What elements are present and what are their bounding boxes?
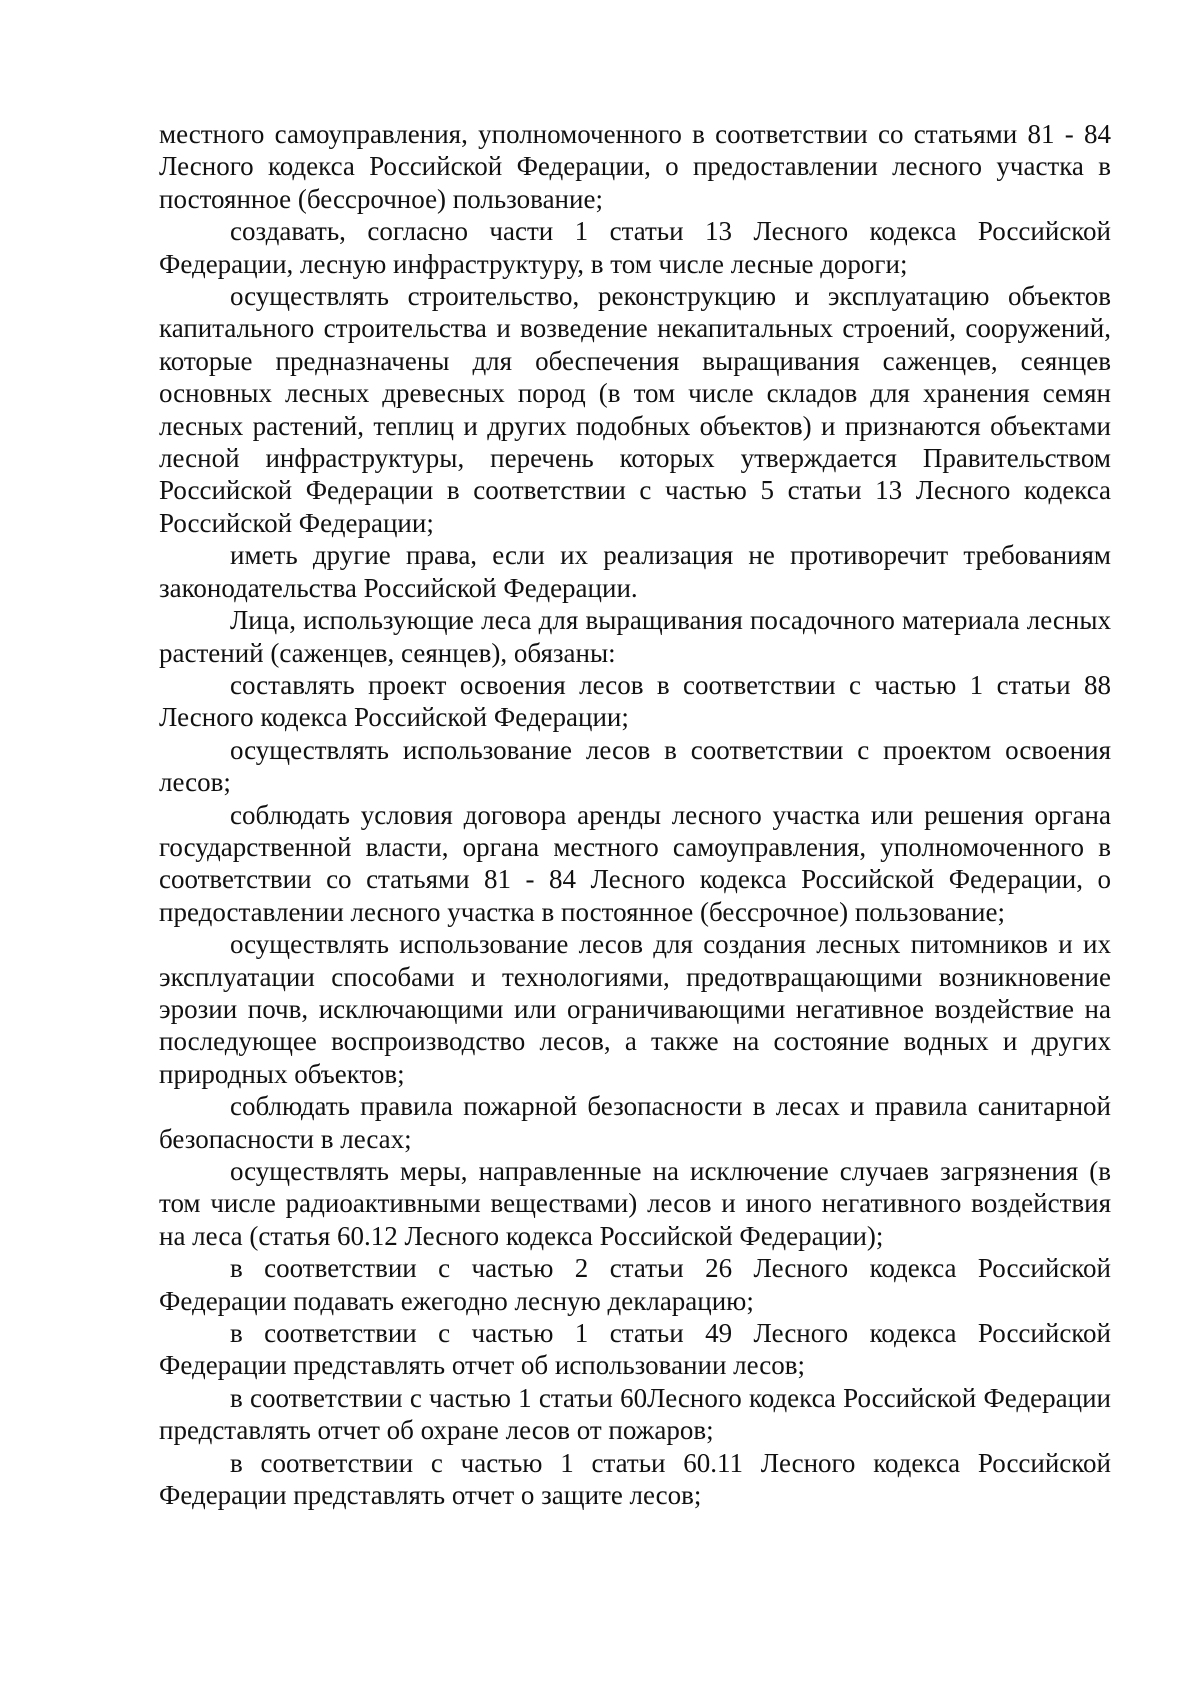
paragraph-3: осуществлять строительство, реконструкцию и эксплуатацию объектов капитального строительства и возведение некапитальных строений, сооружений, которые предназначены для обеспечения выращивания саженцев, сеянцев основных лесных древесных пород (в том числе складов для хранения семян лесных растений, теплиц и других подобных объектов) и признаются объектами лесной инфраструктуры, перечень которых утверждается Правительством Российской Федерации в соответствии с частью 5 статьи 13 Лесного кодекса Российской Федерации; [159,281,1111,538]
paragraph-9: осуществлять использование лесов для создания лесных питомников и их эксплуатации способами и технологиями, предотвращающими возникновение эрозии почв, исключающими или ограничивающими негативное воздействие на последующее воспроизводство лесов, а также на состояние водных и других природных объектов; [159,929,1111,1089]
paragraph-7: осуществлять использование лесов в соответствии с проектом освоения лесов; [159,734,1111,798]
paragraph-10: соблюдать правила пожарной безопасности в лесах и правила санитарной безопасности в лесах; [159,1091,1111,1154]
paragraph-15: в соответствии с частью 1 статьи 60.11 Лесного кодекса Российской Федерации представлять отчет о защите лесов; [159,1447,1111,1511]
document-body [159,118,1111,1511]
paragraph-2: создавать, согласно части 1 статьи 13 Лесного кодекса Российской Федерации, лесную инфраструктуру, в том числе лесные дороги; [159,216,1111,279]
paragraph-13: в соответствии с частью 1 статьи 49 Лесного кодекса Российской Федерации представлять отчет об использовании лесов; [159,1318,1111,1381]
paragraph-5: Лица, использующие леса для выращивания посадочного материала лесных растений (саженцев, сеянцев), обязаны: [159,605,1111,668]
paragraph-1: местного самоуправления, уполномоченного в соответствии со статьями 81 - 84 Лесного кодекса Российской Федерации, о предоставлении лесного участка в постоянное (бессрочное) пользование; [159,119,1111,214]
paragraph-12: в соответствии с частью 2 статьи 26 Лесного кодекса Российской Федерации подавать ежегодно лесную декларацию; [159,1253,1111,1316]
paragraph-8: соблюдать условия договора аренды лесного участка или решения органа государственной власти, органа местного самоуправления, уполномоченного в соответствии со статьями 81 - 84 Лесного кодекса Российской Федерации, о предоставлении лесного участка в постоянное (бессрочное) пользование; [159,799,1111,927]
paragraph-4: иметь другие права, если их реализация не противоречит требованиям законодательства Российской Федерации. [159,540,1111,603]
paragraph-14: в соответствии с частью 1 статьи 60Лесного кодекса Российской Федерации представлять отчет об охране лесов от пожаров; [159,1382,1111,1446]
paragraph-11: осуществлять меры, направленные на исключение случаев загрязнения (в том числе радиоактивными веществами) лесов и иного негативного воздействия на леса (статья 60.12 Лесного кодекса Российской Федерации); [159,1156,1111,1251]
paragraph-6: составлять проект освоения лесов в соответствии с частью 1 статьи 88 Лесного кодекса Российской Федерации; [159,669,1111,733]
